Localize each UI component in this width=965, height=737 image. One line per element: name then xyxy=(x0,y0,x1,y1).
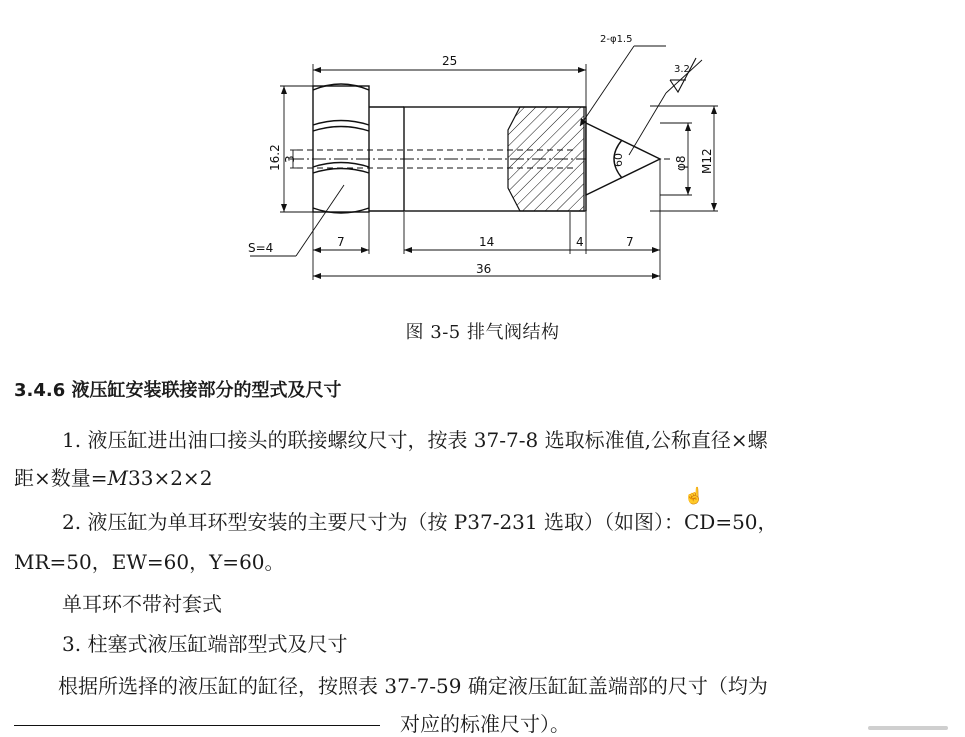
formula-suffix: 33×2×2 xyxy=(128,466,213,490)
dim-phi8: φ8 xyxy=(674,155,688,171)
figure-box-top-edge xyxy=(14,725,380,727)
dim-s4: S=4 xyxy=(248,241,274,255)
dim-36: 36 xyxy=(476,262,492,276)
paragraph-6: 对应的标准尺寸）。 xyxy=(400,712,570,736)
dim-holes: 2-φ1.5 xyxy=(600,34,633,45)
section-heading: 3.4.6 液压缸安装联接部分的型式及尺寸 xyxy=(14,380,342,401)
dim-4: 4 xyxy=(576,235,584,249)
paragraph-3: 单耳环不带衬套式 xyxy=(62,592,222,616)
dim-25: 25 xyxy=(442,54,458,68)
paragraph-5: 根据所选择的液压缸的缸径，按照表 37-7-59 确定液压缸缸盖端部的尺寸（均为 xyxy=(58,674,768,698)
dim-7-left: 7 xyxy=(337,235,345,249)
figure-caption: 图 3-5 排气阀结构 xyxy=(405,322,560,343)
paragraph-4: 3. 柱塞式液压缸端部型式及尺寸 xyxy=(62,632,348,656)
formula-m: M xyxy=(107,466,128,490)
dim-angle-60: 60 xyxy=(612,153,625,167)
arrowheads xyxy=(281,67,717,279)
dim-7-right: 7 xyxy=(626,235,634,249)
hex-head xyxy=(313,84,369,213)
hand-cursor-icon: ☝ xyxy=(684,486,704,505)
formula-prefix: 距×数量= xyxy=(14,466,108,490)
dim-m12: M12 xyxy=(700,148,714,174)
exhaust-valve-drawing xyxy=(230,28,730,290)
dim-14: 14 xyxy=(479,235,495,249)
paragraph-1-line-2 xyxy=(14,462,212,491)
paragraph-1-line-1: 1. 液压缸进出油口接头的联接螺纹尺寸，按表 37-7-8 选取标准值,公称直径×螺 xyxy=(62,428,768,452)
paragraph-2-line-1: 2. 液压缸为单耳环型安装的主要尺寸为（按 P37-231 选取）（如图）：CD=50， xyxy=(62,510,778,534)
dim-16-2: 16.2 xyxy=(268,144,282,171)
dim-3: 3 xyxy=(283,155,297,163)
scroll-indicator[interactable] xyxy=(868,726,948,730)
dim-roughness: 3.2 xyxy=(674,64,690,75)
paragraph-2-line-2: MR=50，EW=60，Y=60。 xyxy=(14,550,285,574)
